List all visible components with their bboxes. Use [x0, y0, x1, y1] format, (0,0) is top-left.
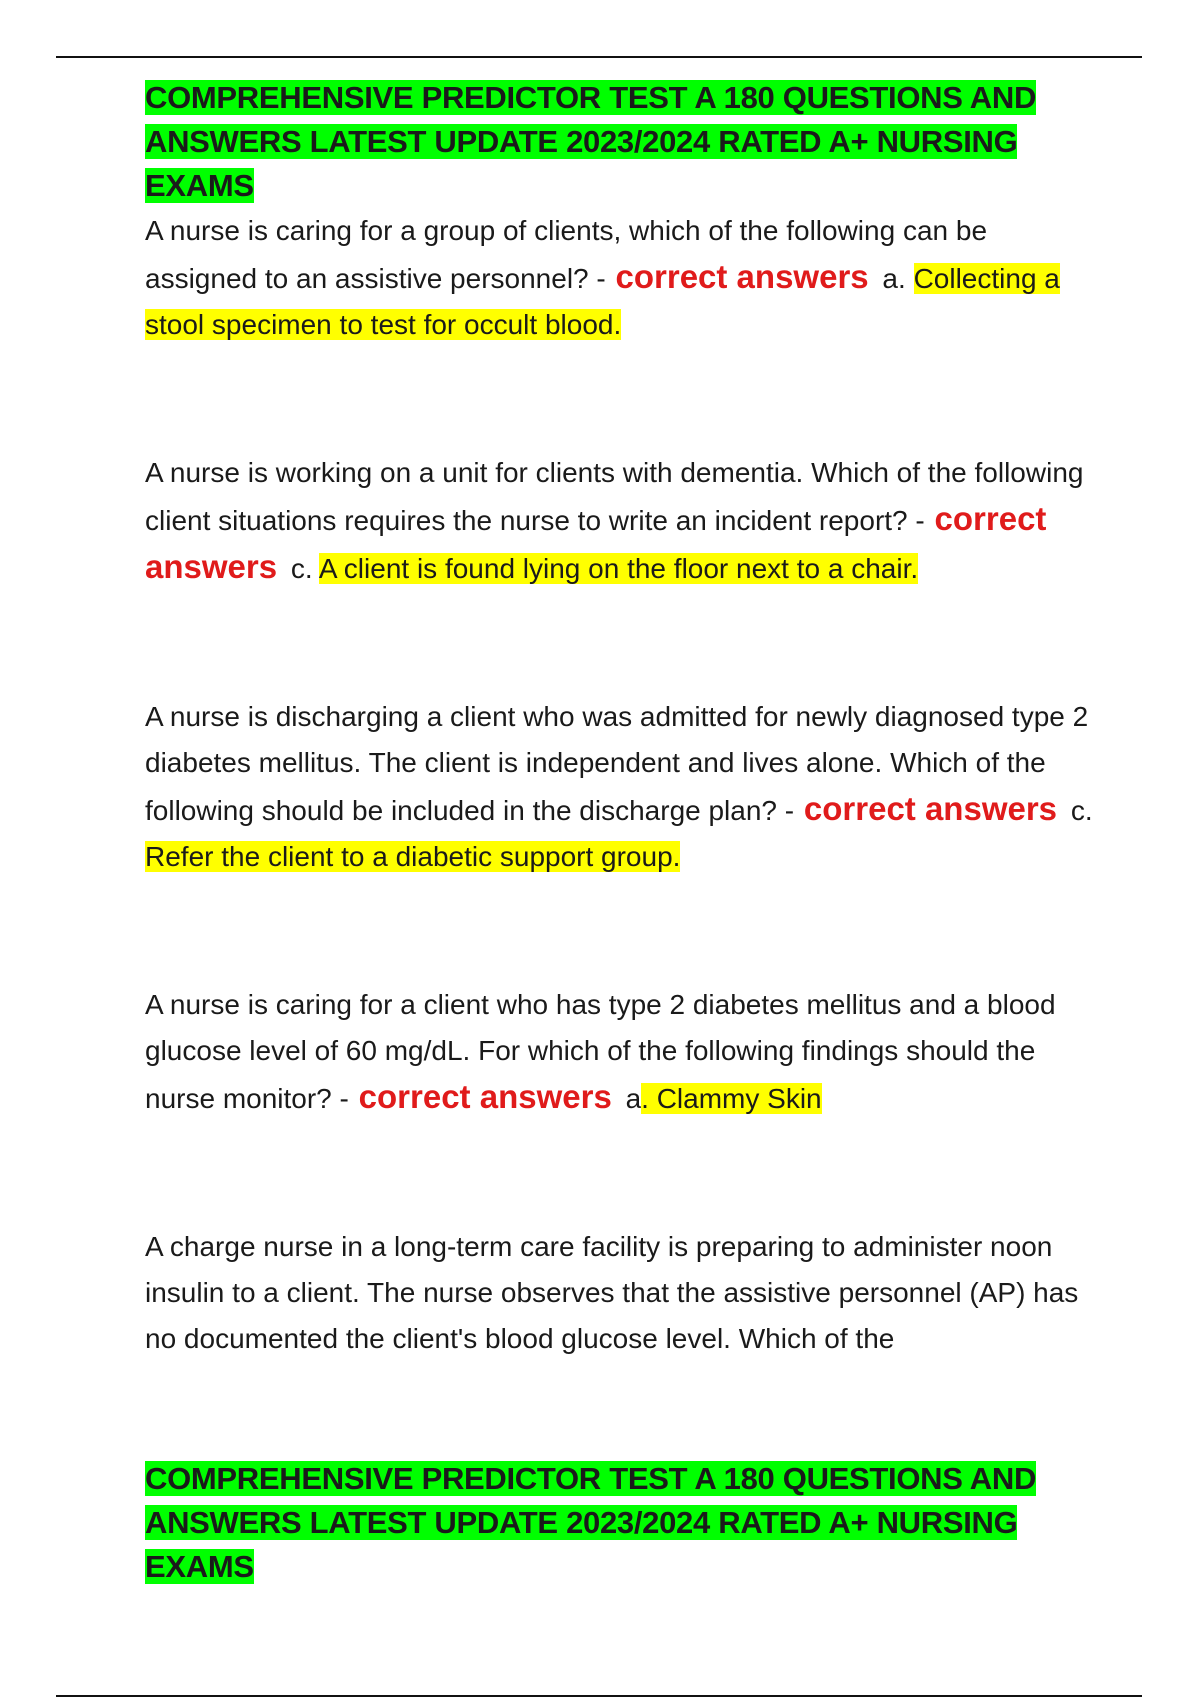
correct-answers-label: correct answers	[358, 1078, 612, 1115]
document-footer-title-text: COMPREHENSIVE PREDICTOR TEST A 180 QUESTIONS AND ANSWERS LATEST UPDATE 2023/2024 RATED A+ NURSING EXAMS	[145, 1461, 1037, 1584]
spacer	[145, 348, 1100, 450]
question-text: A nurse is discharging a client who was admitted for newly diagnosed type 2 diabetes mellitus. The client is independent and lives alone. Which of the following should be included in the discharge plan? -	[145, 701, 1089, 826]
correct-answers-label: correct answers	[615, 258, 869, 295]
question-text: A nurse is working on a unit for clients with dementia. Which of the following client situations requires the nurse to write an incident report? -	[145, 457, 1084, 536]
option-letter: c.	[290, 553, 313, 584]
option-letter: a.	[882, 263, 906, 294]
option-letter: a	[625, 1083, 642, 1114]
document-page	[145, 76, 1100, 1589]
qa-item-2	[145, 450, 1100, 592]
question-text: A nurse is caring for a group of clients, which of the following can be assigned to an assistive personnel? -	[145, 215, 988, 294]
document-title	[145, 76, 1100, 208]
option-letter: c.	[1070, 795, 1093, 826]
correct-answers-label: correct answers	[145, 500, 1047, 585]
spacer	[145, 1362, 1100, 1457]
qa-item-3	[145, 694, 1100, 880]
question-text: A nurse is caring for a client who has type 2 diabetes mellitus and a blood glucose level of 60 mg/dL. For which of the following findings should the nurse monitor? -	[145, 989, 1056, 1114]
spacer	[145, 1122, 1100, 1224]
answer-text: A client is found lying on the floor next to a chair.	[318, 553, 919, 584]
qa-item-5	[145, 1224, 1100, 1362]
qa-item-4	[145, 982, 1100, 1122]
answer-text: Collecting a stool specimen to test for occult blood.	[145, 263, 1060, 340]
correct-answers-label: correct answers	[803, 790, 1058, 827]
document-footer-title	[145, 1457, 1100, 1589]
spacer	[145, 592, 1100, 694]
question-text: A charge nurse in a long-term care facility is preparing to administer noon insulin to a client. The nurse observes that the assistive personnel (AP) has no documented the client's blood glucose level. Which of the	[145, 1231, 1079, 1354]
document-title-text: COMPREHENSIVE PREDICTOR TEST A 180 QUESTIONS AND ANSWERS LATEST UPDATE 2023/2024 RATED A+ NURSING EXAMS	[145, 80, 1037, 203]
bottom-rule	[56, 1695, 1142, 1697]
qa-item-1	[145, 208, 1100, 348]
spacer	[145, 880, 1100, 982]
answer-text: . Clammy Skin	[641, 1083, 822, 1114]
answer-text: Refer the client to a diabetic support group.	[145, 841, 681, 872]
top-rule	[56, 56, 1142, 58]
